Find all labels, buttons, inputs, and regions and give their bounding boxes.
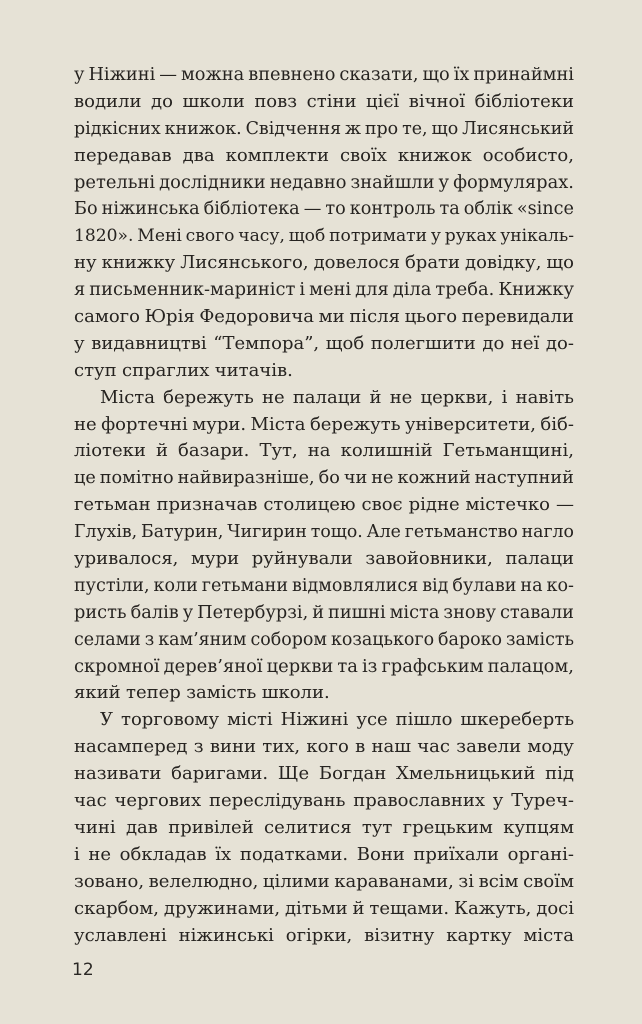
text-line: це помітно найвиразніше, бо чи не кожний наступний: [74, 468, 574, 489]
page-number: 12: [72, 960, 94, 980]
text-line: ретельні дослідники недавно знайшли у формулярах.: [74, 171, 574, 193]
text-line: пустіли, коли гетьмани відмовлялися від булави на ко-: [74, 575, 574, 596]
text-line: 1820». Мені свого часу, щоб потримати у руках унікаль-: [74, 226, 574, 247]
text-line: насамперед з вини тих, кого в наш час завели моду: [74, 736, 574, 758]
text-line: чині дав привілей селитися тут грецьким купцям: [74, 816, 574, 838]
text-line: ліотеки й базари. Тут, на колишній Гетьманщині,: [74, 440, 574, 462]
paragraph-first-line: Міста бережуть не палаци й не церкви, і навіть: [100, 386, 574, 408]
text-line: зовано, велелюдно, цілими караванами, зі всім своїм: [74, 870, 574, 892]
text-line: ристь балів у Петербурзі, й пишні міста знову ставали: [74, 602, 574, 623]
body-text: [74, 62, 574, 949]
text-line: ступ спраглих читачів.: [74, 359, 293, 381]
text-line: уривалося, мури руйнували завойовники, палаци: [74, 548, 574, 570]
text-line: передавав два комплекти своїх книжок особисто,: [74, 144, 574, 166]
text-line: Бо ніжинська бібліотека — то контроль та облік «since: [74, 199, 574, 220]
text-line: ну книжку Лисянського, довелося брати довідку, що: [74, 252, 574, 274]
text-line: самого Юрія Федоровича ми після цього перевидали: [74, 306, 574, 328]
text-line: Глухів, Батурин, Чигирин тощо. Але гетьманство нагло: [74, 522, 574, 543]
text-line: не фортечні мури. Міста бережуть університети, біб-: [74, 413, 574, 435]
paragraph-first-line: У торговому місті Ніжині усе пішло шкереберть: [100, 709, 574, 731]
text-line: уславлені ніжинські огірки, візитну картку міста: [74, 924, 574, 946]
text-line: і не обкладав їх податками. Вони приїхали органі-: [74, 843, 574, 865]
text-line: скарбом, дружинами, дітьми й тещами. Кажуть, досі: [74, 897, 574, 919]
text-line: рідкісних книжок. Свідчення ж про те, що Лисянський: [74, 118, 574, 139]
text-line: час чергових переслідувань православних у Туреч-: [74, 790, 574, 812]
text-line: скромної дерев’яної церкви та із графським палацом,: [74, 655, 574, 677]
text-line: гетьман призначав столицею своє рідне містечко —: [74, 494, 574, 516]
text-line: водили до школи повз стіни цієї вічної бібліотеки: [74, 90, 574, 112]
text-line: називати баригами. Ще Богдан Хмельницький під: [74, 763, 574, 785]
text-line: селами з кам’яним собором козацького бароко замість: [74, 629, 574, 650]
text-line: який тепер замість школи.: [74, 682, 330, 704]
text-line: у Ніжині — можна впевнено сказати, що їх принаймні: [74, 65, 574, 85]
text-line: я письменник-мариніст і мені для діла треба. Книжку: [74, 279, 574, 301]
text-line: у видавництві “Темпора”, щоб полегшити до неї до-: [74, 332, 574, 354]
